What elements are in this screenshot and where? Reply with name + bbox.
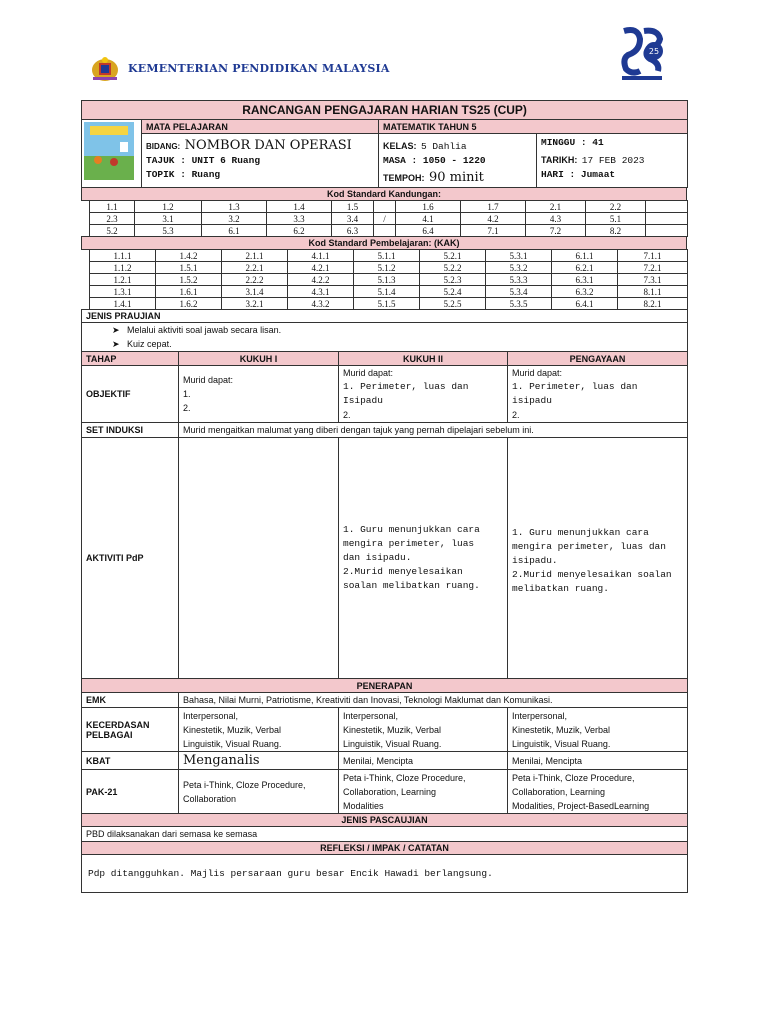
hari-text: HARI : Jumaat xyxy=(541,169,616,180)
ksp-cell: 1.4.2 xyxy=(156,250,222,262)
ksp-cell: 5.2.5 xyxy=(420,298,486,310)
ksp-row xyxy=(90,250,688,262)
objektif-kukuh1: Murid dapat: 1. 2. xyxy=(179,366,339,423)
kecerdasan-label: KECERDASAN PELBAGAI xyxy=(82,708,179,752)
ksp-row xyxy=(90,274,688,286)
praujian-label: JENIS PRAUJIAN xyxy=(82,310,688,323)
minggu-text: MINGGU : 41 xyxy=(541,137,604,148)
tarikh-value: 17 FEB 2023 xyxy=(581,155,645,166)
ksk-cell: 1.5 xyxy=(332,201,374,213)
textbook-cover xyxy=(82,120,142,188)
ksk-cell: 1.2 xyxy=(135,201,202,213)
ksk-cell: 3.3 xyxy=(267,213,332,225)
ksk-row xyxy=(90,201,688,213)
ksk-cell xyxy=(646,213,688,225)
ksk-table xyxy=(89,200,688,237)
ksk-cell: 7.1 xyxy=(461,225,526,237)
aktiviti-label: AKTIVITI PdP xyxy=(82,438,179,679)
ksk-cell: 6.3 xyxy=(332,225,374,237)
lesson-plan-document xyxy=(81,100,687,893)
pascaujian-heading: JENIS PASCAUJIAN xyxy=(82,814,688,827)
ksk-cell: / xyxy=(374,213,396,225)
pak21-label: PAK-21 xyxy=(82,770,179,814)
ksp-cell: 5.2.4 xyxy=(420,286,486,298)
ksk-cell xyxy=(646,201,688,213)
ksp-cell: 4.3.1 xyxy=(288,286,354,298)
ksk-cell: 4.3 xyxy=(526,213,586,225)
ksk-cell: 1.4 xyxy=(267,201,332,213)
ksp-cell: 5.1.4 xyxy=(354,286,420,298)
ksk-cell: 2.1 xyxy=(526,201,586,213)
ksk-cell: 2.2 xyxy=(586,201,646,213)
textbook-cover-image xyxy=(84,122,134,180)
ksp-row xyxy=(90,286,688,298)
ksp-cell: 3.2.1 xyxy=(222,298,288,310)
ksp-table xyxy=(89,249,688,310)
ksp-cell: 7.1.1 xyxy=(618,250,688,262)
ksp-cell: 5.1.1 xyxy=(354,250,420,262)
emk-text: Bahasa, Nilai Murni, Patriotisme, Kreativiti dan Inovasi, Teknologi Maklumat dan Komunikasi. xyxy=(179,693,688,708)
ksk-cell: 3.4 xyxy=(332,213,374,225)
ksk-cell: 4.1 xyxy=(396,213,461,225)
ksp-cell: 5.2.3 xyxy=(420,274,486,286)
ksk-row xyxy=(90,225,688,237)
ksk-row xyxy=(90,213,688,225)
pengayaan-header: PENGAYAAN xyxy=(508,352,688,366)
ksp-cell: 6.4.1 xyxy=(552,298,618,310)
aktiviti-kukuh2: 1. Guru menunjukkan cara mengira perimeter, luas dan isipadu. 2.Murid menyelesaikan soalan melibatkan ruang. xyxy=(339,438,508,679)
bidang-label: BIDANG: xyxy=(146,142,181,151)
kecerdasan-pengayaan: Interpersonal, Kinestetik, Muzik, Verbal Linguistik, Visual Ruang. xyxy=(508,708,688,752)
ksk-cell xyxy=(374,225,396,237)
mata-pelajaran-label: MATA PELAJARAN xyxy=(142,120,379,134)
set-induksi-text: Murid mengaitkan malumat yang diberi dengan tajuk yang pernah dipelajari sebelum ini. xyxy=(179,423,688,438)
praujian-item-2: ➤ Kuiz cepat. xyxy=(112,339,172,349)
refleksi-text: Pdp ditangguhkan. Majlis persaraan guru besar Encik Hawadi berlangsung. xyxy=(82,855,688,893)
ksp-cell: 5.3.5 xyxy=(486,298,552,310)
ksp-cell: 1.6.2 xyxy=(156,298,222,310)
praujian-item-1: ➤ Melalui aktiviti soal jawab secara lisan. xyxy=(112,325,282,335)
refleksi-heading: REFLEKSI / IMPAK / CATATAN xyxy=(82,842,688,855)
kbat-label: KBAT xyxy=(82,752,179,770)
kukuh1-header: KUKUH I xyxy=(179,352,339,366)
ksp-cell: 4.3.2 xyxy=(288,298,354,310)
pak21-kukuh2: Peta i-Think, Cloze Procedure, Collaboration, Learning Modalities xyxy=(339,770,508,814)
ksp-cell: 2.2.1 xyxy=(222,262,288,274)
objektif-kukuh2: Murid dapat: 1. Perimeter, luas dan Isipadu 2. xyxy=(339,366,508,423)
ksk-cell: 3.2 xyxy=(202,213,267,225)
tajuk-text: TAJUK : UNIT 6 Ruang xyxy=(146,155,261,166)
ksp-cell: 4.2.1 xyxy=(288,262,354,274)
ksp-cell: 2.1.1 xyxy=(222,250,288,262)
ksk-cell xyxy=(646,225,688,237)
kbat-kukuh1: Menganalis xyxy=(179,752,339,770)
emk-label: EMK xyxy=(82,693,179,708)
ksp-cell: 4.1.1 xyxy=(288,250,354,262)
svg-text:25: 25 xyxy=(648,47,660,56)
kecerdasan-kukuh1: Interpersonal, Kinestetik, Muzik, Verbal Linguistik, Visual Ruang. xyxy=(179,708,339,752)
ksp-cell: 5.2.1 xyxy=(420,250,486,262)
ksk-cell: 6.1 xyxy=(202,225,267,237)
ksp-cell: 5.1.3 xyxy=(354,274,420,286)
ksk-cell: 3.1 xyxy=(135,213,202,225)
ksp-cell: 5.3.1 xyxy=(486,250,552,262)
ksp-cell: 5.3.3 xyxy=(486,274,552,286)
ksk-cell: 1.3 xyxy=(202,201,267,213)
tahap-label: TAHAP xyxy=(82,352,179,366)
ksp-cell: 1.5.1 xyxy=(156,262,222,274)
ksp-cell: 1.4.1 xyxy=(90,298,156,310)
tempoh-label: TEMPOH: xyxy=(383,173,425,183)
ksk-cell: 4.2 xyxy=(461,213,526,225)
pak21-kukuh1: Peta i-Think, Cloze Procedure, Collaboration xyxy=(179,770,339,814)
objektif-label: OBJEKTIF xyxy=(82,366,179,423)
kbat-kukuh2: Menilai, Mencipta xyxy=(339,752,508,770)
jata-negara-logo xyxy=(90,55,120,83)
ksp-cell: 6.3.1 xyxy=(552,274,618,286)
ksp-cell: 1.6.1 xyxy=(156,286,222,298)
ksp-cell: 6.3.2 xyxy=(552,286,618,298)
tempoh-value: 90 minit xyxy=(428,170,484,185)
ksk-cell: 7.2 xyxy=(526,225,586,237)
ksk-cell xyxy=(374,201,396,213)
ksp-cell: 3.1.4 xyxy=(222,286,288,298)
bidang-value: NOMBOR DAN OPERASI xyxy=(184,138,352,153)
ksp-row xyxy=(90,262,688,274)
ksp-cell: 1.1.1 xyxy=(90,250,156,262)
kelas-label: KELAS: xyxy=(383,141,417,151)
ksp-cell: 1.3.1 xyxy=(90,286,156,298)
ksp-cell: 2.2.2 xyxy=(222,274,288,286)
ksp-cell: 5.2.2 xyxy=(420,262,486,274)
pascaujian-text: PBD dilaksanakan dari semasa ke semasa xyxy=(82,827,688,842)
ksp-cell: 5.3.4 xyxy=(486,286,552,298)
ksk-cell: 5.2 xyxy=(90,225,135,237)
ksp-row xyxy=(90,298,688,310)
ksp-cell: 5.1.2 xyxy=(354,262,420,274)
ksk-cell: 6.2 xyxy=(267,225,332,237)
ksp-cell: 1.5.2 xyxy=(156,274,222,286)
kukuh2-header: KUKUH II xyxy=(339,352,508,366)
document-title: RANCANGAN PENGAJARAN HARIAN TS25 (CUP) xyxy=(82,101,688,120)
penerapan-heading: PENERAPAN xyxy=(82,679,688,693)
ksp-cell: 5.3.2 xyxy=(486,262,552,274)
ksk-cell: 2.3 xyxy=(90,213,135,225)
ksk-cell: 6.4 xyxy=(396,225,461,237)
ksk-heading: Kod Standard Kandungan: xyxy=(82,188,687,201)
ksp-cell: 6.1.1 xyxy=(552,250,618,262)
aktiviti-kukuh1 xyxy=(179,438,339,679)
kecerdasan-kukuh2: Interpersonal, Kinestetik, Muzik, Verbal Linguistik, Visual Ruang. xyxy=(339,708,508,752)
ksp-cell: 1.2.1 xyxy=(90,274,156,286)
pak21-pengayaan: Peta i-Think, Cloze Procedure, Collaboration, Learning Modalities, Project-BasedLearning xyxy=(508,770,688,814)
ksk-cell: 5.1 xyxy=(586,213,646,225)
ksp-cell: 7.3.1 xyxy=(618,274,688,286)
ts25-logo xyxy=(618,25,666,83)
ksk-cell: 1.1 xyxy=(90,201,135,213)
ksk-cell: 5.3 xyxy=(135,225,202,237)
subject-name: MATEMATIK TAHUN 5 xyxy=(379,120,688,134)
ksk-cell: 1.6 xyxy=(396,201,461,213)
kelas-value: 5 Dahlia xyxy=(420,141,467,152)
ksp-cell: 6.2.1 xyxy=(552,262,618,274)
ksp-cell: 8.1.1 xyxy=(618,286,688,298)
ksp-heading: Kod Standard Pembelajaran: (KAK) xyxy=(82,237,687,250)
ksp-cell: 5.1.5 xyxy=(354,298,420,310)
tarikh-label: TARIKH: xyxy=(541,155,578,165)
ksk-cell: 8.2 xyxy=(586,225,646,237)
ksp-cell: 4.2.2 xyxy=(288,274,354,286)
aktiviti-pengayaan: 1. Guru menunjukkan cara mengira perimeter, luas dan isipadu. 2.Murid menyelesaikan soalan melibatkan ruang. xyxy=(508,438,688,679)
kbat-pengayaan: Menilai, Mencipta xyxy=(508,752,688,770)
objektif-pengayaan: Murid dapat: 1. Perimeter, luas dan isipadu 2. xyxy=(508,366,688,423)
ksp-cell: 8.2.1 xyxy=(618,298,688,310)
ksp-cell: 7.2.1 xyxy=(618,262,688,274)
masa-text: MASA : 1050 - 1220 xyxy=(383,155,486,166)
ksp-cell: 1.1.2 xyxy=(90,262,156,274)
ksk-cell: 1.7 xyxy=(461,201,526,213)
set-induksi-label: SET INDUKSI xyxy=(82,423,179,438)
topik-text: TOPIK : Ruang xyxy=(146,169,221,180)
ministry-name: KEMENTERIAN PENDIDIKAN MALAYSIA xyxy=(128,62,390,75)
